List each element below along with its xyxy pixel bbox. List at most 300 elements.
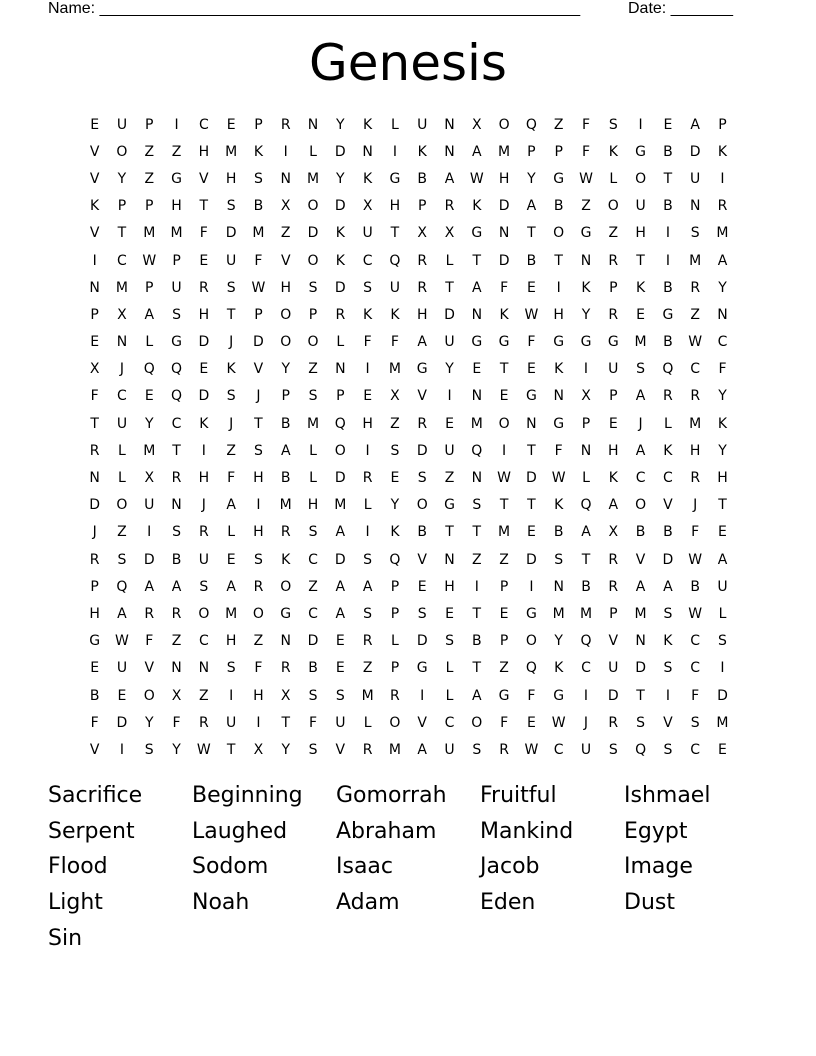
grid-letter[interactable]: T	[281, 714, 290, 731]
grid-letter[interactable]: C	[690, 660, 701, 677]
grid-letter[interactable]: G	[89, 633, 101, 650]
grid-letter[interactable]: M	[388, 361, 401, 378]
grid-letter[interactable]: A	[717, 252, 728, 269]
grid-letter[interactable]: P	[609, 388, 618, 405]
grid-letter[interactable]: S	[445, 633, 454, 650]
grid-letter[interactable]: Z	[226, 442, 236, 459]
grid-letter[interactable]: A	[444, 170, 455, 187]
grid-letter[interactable]: K	[390, 306, 400, 323]
grid-letter[interactable]: K	[663, 633, 673, 650]
grid-letter[interactable]: K	[717, 143, 728, 160]
grid-letter[interactable]: Q	[116, 578, 128, 595]
grid-letter[interactable]: B	[663, 143, 673, 160]
grid-letter[interactable]: D	[416, 442, 428, 459]
grid-letter[interactable]: I	[720, 170, 725, 187]
grid-letter[interactable]: Z	[280, 225, 291, 242]
grid-letter[interactable]: Y	[581, 306, 591, 323]
grid-letter[interactable]: E	[335, 633, 345, 650]
grid-letter[interactable]: Q	[580, 633, 592, 650]
grid-letter[interactable]: H	[198, 470, 210, 487]
grid-letter[interactable]: F	[691, 524, 700, 541]
grid-letter[interactable]: T	[172, 442, 181, 459]
grid-letter[interactable]: I	[392, 143, 397, 160]
grid-letter[interactable]: E	[472, 361, 482, 378]
grid-letter[interactable]: L	[309, 143, 317, 160]
grid-letter[interactable]: S	[663, 660, 673, 677]
grid-letter[interactable]: X	[444, 225, 455, 242]
grid-letter[interactable]: N	[444, 116, 455, 133]
grid-letter[interactable]: M	[552, 605, 565, 622]
grid-letter[interactable]: M	[143, 442, 156, 459]
grid-letter[interactable]: R	[417, 252, 428, 269]
grid-letter[interactable]: K	[363, 306, 373, 323]
grid-letter[interactable]: P	[172, 252, 181, 269]
grid-letter[interactable]: T	[472, 605, 482, 622]
grid-letter[interactable]: R	[280, 116, 291, 133]
grid-letter[interactable]: O	[252, 605, 264, 622]
grid-letter[interactable]: N	[553, 388, 564, 405]
grid-letter[interactable]: O	[607, 198, 619, 215]
grid-letter[interactable]: Z	[144, 143, 155, 160]
grid-letter[interactable]: U	[116, 415, 128, 432]
grid-letter[interactable]: I	[583, 687, 589, 704]
grid-letter[interactable]: I	[420, 687, 425, 704]
grid-letter[interactable]: R	[280, 524, 291, 541]
grid-letter[interactable]: I	[556, 279, 561, 296]
grid-letter[interactable]: D	[225, 225, 237, 242]
grid-letter[interactable]: H	[253, 524, 264, 541]
grid-letter[interactable]: W	[688, 334, 703, 351]
grid-letter[interactable]: R	[144, 605, 155, 622]
grid-letter[interactable]: R	[198, 524, 209, 541]
grid-letter[interactable]: G	[662, 306, 674, 323]
grid-letter[interactable]: B	[635, 524, 646, 541]
grid-letter[interactable]: X	[608, 524, 619, 541]
grid-letter[interactable]: E	[117, 687, 127, 704]
grid-letter[interactable]: L	[309, 442, 317, 459]
grid-letter[interactable]: S	[226, 660, 236, 677]
grid-letter[interactable]: U	[608, 660, 619, 677]
grid-letter[interactable]: O	[307, 334, 319, 351]
grid-letter[interactable]: D	[526, 470, 537, 487]
grid-letter[interactable]: K	[90, 198, 100, 215]
grid-letter[interactable]: L	[609, 170, 618, 187]
grid-letter[interactable]: R	[280, 660, 291, 677]
grid-letter[interactable]: S	[690, 225, 700, 242]
grid-letter[interactable]: U	[444, 741, 455, 758]
grid-letter[interactable]: Z	[499, 551, 509, 568]
grid-letter[interactable]: Z	[444, 470, 455, 487]
grid-letter[interactable]: Y	[718, 388, 727, 405]
grid-letter[interactable]: C	[662, 470, 673, 487]
grid-letter[interactable]: C	[308, 551, 318, 568]
grid-letter[interactable]: B	[417, 170, 428, 187]
grid-letter[interactable]: D	[334, 143, 346, 160]
grid-letter[interactable]: S	[308, 388, 318, 405]
grid-letter[interactable]: S	[472, 741, 482, 758]
grid-letter[interactable]: F	[581, 143, 591, 160]
grid-letter[interactable]: U	[608, 361, 619, 378]
grid-letter[interactable]: Y	[445, 361, 454, 378]
grid-letter[interactable]: U	[389, 279, 401, 296]
grid-letter[interactable]: I	[665, 225, 670, 242]
grid-letter[interactable]: E	[226, 551, 236, 568]
grid-letter[interactable]: K	[635, 279, 646, 296]
grid-letter[interactable]: G	[444, 497, 455, 514]
grid-letter[interactable]: N	[307, 116, 319, 133]
grid-letter[interactable]: D	[307, 225, 319, 242]
grid-letter[interactable]: P	[718, 116, 727, 133]
grid-letter[interactable]: R	[690, 388, 701, 405]
grid-letter[interactable]: M	[279, 497, 292, 514]
grid-letter[interactable]: W	[115, 633, 129, 650]
grid-letter[interactable]: L	[227, 524, 236, 541]
grid-letter[interactable]: F	[691, 687, 700, 704]
grid-letter[interactable]: V	[608, 633, 619, 650]
grid-letter[interactable]: J	[638, 415, 643, 432]
grid-letter[interactable]: B	[526, 252, 537, 269]
grid-letter[interactable]: U	[144, 497, 155, 514]
grid-letter[interactable]: B	[89, 687, 100, 704]
grid-letter[interactable]: D	[198, 388, 210, 405]
grid-letter[interactable]: T	[390, 225, 400, 242]
grid-letter[interactable]: O	[280, 306, 292, 323]
grid-letter[interactable]: P	[527, 143, 536, 160]
grid-letter[interactable]: C	[581, 660, 591, 677]
grid-letter[interactable]: D	[444, 306, 455, 323]
grid-letter[interactable]: H	[608, 442, 619, 459]
grid-letter[interactable]: Q	[580, 497, 592, 514]
grid-letter[interactable]: H	[416, 306, 428, 323]
grid-letter[interactable]: P	[145, 116, 154, 133]
grid-letter[interactable]: F	[308, 714, 318, 731]
grid-letter[interactable]: V	[253, 361, 264, 378]
grid-letter[interactable]: L	[582, 470, 590, 487]
grid-letter[interactable]: F	[172, 714, 181, 731]
grid-letter[interactable]: Y	[281, 361, 290, 378]
grid-letter[interactable]: P	[390, 605, 400, 622]
grid-letter[interactable]: Z	[690, 306, 700, 323]
grid-letter[interactable]: K	[253, 143, 264, 160]
grid-letter[interactable]: S	[363, 279, 373, 296]
grid-letter[interactable]: C	[171, 415, 182, 432]
grid-letter[interactable]: P	[554, 143, 563, 160]
grid-letter[interactable]: R	[198, 279, 209, 296]
grid-letter[interactable]: F	[254, 252, 263, 269]
grid-letter[interactable]: L	[145, 334, 154, 351]
grid-letter[interactable]: F	[227, 470, 236, 487]
grid-letter[interactable]: N	[471, 306, 483, 323]
grid-letter[interactable]: G	[607, 334, 619, 351]
grid-letter[interactable]: S	[253, 170, 263, 187]
grid-letter[interactable]: H	[717, 470, 728, 487]
grid-letter[interactable]: T	[527, 442, 536, 459]
grid-letter[interactable]: N	[89, 279, 100, 296]
grid-letter[interactable]: K	[363, 116, 373, 133]
grid-letter[interactable]: X	[390, 388, 400, 405]
grid-letter[interactable]: Z	[117, 524, 127, 541]
grid-letter[interactable]: E	[199, 361, 209, 378]
grid-letter[interactable]: A	[117, 605, 127, 622]
grid-letter[interactable]: L	[391, 633, 399, 650]
grid-letter[interactable]: I	[365, 442, 370, 459]
grid-letter[interactable]: P	[90, 306, 99, 323]
grid-letter[interactable]: W	[497, 470, 512, 487]
grid-letter[interactable]: E	[445, 415, 454, 432]
grid-letter[interactable]: M	[689, 252, 702, 269]
grid-letter[interactable]: F	[199, 225, 208, 242]
grid-letter[interactable]: P	[390, 578, 400, 595]
grid-letter[interactable]: W	[551, 470, 566, 487]
grid-letter[interactable]: T	[226, 306, 236, 323]
grid-letter[interactable]: E	[390, 470, 400, 487]
grid-letter[interactable]: S	[363, 605, 373, 622]
grid-letter[interactable]: W	[524, 306, 539, 323]
grid-letter[interactable]: N	[689, 198, 701, 215]
grid-letter[interactable]: N	[471, 470, 483, 487]
grid-letter[interactable]: M	[306, 415, 320, 432]
grid-letter[interactable]: S	[144, 741, 154, 758]
grid-letter[interactable]: K	[663, 442, 673, 459]
grid-letter[interactable]: B	[171, 551, 182, 568]
grid-letter[interactable]: U	[717, 578, 728, 595]
grid-letter[interactable]: G	[471, 225, 483, 242]
grid-letter[interactable]: I	[638, 116, 643, 133]
grid-letter[interactable]: B	[663, 334, 673, 351]
grid-letter[interactable]: S	[417, 605, 427, 622]
grid-letter[interactable]: N	[171, 660, 182, 677]
grid-letter[interactable]: Z	[499, 660, 509, 677]
grid-letter[interactable]: X	[144, 470, 155, 487]
grid-letter[interactable]: S	[417, 470, 427, 487]
grid-letter[interactable]: M	[498, 524, 511, 541]
grid-letter[interactable]: E	[417, 578, 427, 595]
grid-letter[interactable]: A	[472, 687, 482, 704]
grid-letter[interactable]: T	[445, 524, 454, 541]
grid-letter[interactable]: S	[308, 687, 318, 704]
grid-letter[interactable]: U	[444, 442, 455, 459]
grid-letter[interactable]: A	[472, 279, 482, 296]
grid-letter[interactable]: E	[718, 741, 727, 758]
grid-letter[interactable]: X	[280, 687, 291, 704]
grid-letter[interactable]: Z	[253, 633, 264, 650]
grid-letter[interactable]: W	[251, 279, 266, 296]
grid-letter[interactable]: C	[553, 741, 564, 758]
grid-letter[interactable]: J	[693, 497, 698, 514]
grid-letter[interactable]: K	[554, 497, 564, 514]
grid-letter[interactable]: K	[554, 660, 564, 677]
grid-letter[interactable]: L	[445, 660, 454, 677]
grid-letter[interactable]: S	[226, 388, 236, 405]
grid-letter[interactable]: H	[253, 687, 264, 704]
grid-letter[interactable]: D	[334, 551, 346, 568]
grid-letter[interactable]: F	[554, 442, 563, 459]
grid-letter[interactable]: L	[336, 334, 345, 351]
grid-letter[interactable]: Y	[554, 633, 563, 650]
grid-letter[interactable]: T	[90, 415, 99, 432]
grid-letter[interactable]: G	[635, 143, 647, 160]
grid-letter[interactable]: T	[636, 252, 645, 269]
grid-letter[interactable]: P	[145, 198, 154, 215]
grid-letter[interactable]: C	[690, 361, 701, 378]
grid-letter[interactable]: N	[198, 660, 210, 677]
grid-letter[interactable]: R	[171, 470, 182, 487]
grid-letter[interactable]: E	[144, 388, 154, 405]
grid-letter[interactable]: A	[335, 578, 346, 595]
grid-letter[interactable]: Q	[662, 361, 674, 378]
grid-letter[interactable]: A	[690, 116, 700, 133]
grid-letter[interactable]: D	[526, 551, 537, 568]
grid-letter[interactable]: I	[147, 524, 152, 541]
grid-letter[interactable]: K	[390, 524, 400, 541]
grid-letter[interactable]: O	[635, 497, 647, 514]
grid-letter[interactable]: K	[363, 170, 373, 187]
grid-letter[interactable]: Q	[471, 442, 483, 459]
grid-letter[interactable]: N	[580, 252, 592, 269]
grid-letter[interactable]: T	[226, 741, 236, 758]
grid-letter[interactable]: N	[444, 551, 455, 568]
grid-letter[interactable]: O	[280, 578, 292, 595]
grid-letter[interactable]: A	[608, 497, 619, 514]
grid-letter[interactable]: Z	[553, 116, 564, 133]
grid-letter[interactable]: B	[690, 578, 700, 595]
grid-letter[interactable]: V	[89, 143, 100, 160]
grid-letter[interactable]: O	[416, 497, 428, 514]
grid-letter[interactable]: A	[581, 524, 591, 541]
grid-letter[interactable]: H	[198, 143, 210, 160]
grid-letter[interactable]: D	[253, 334, 264, 351]
grid-letter[interactable]: A	[144, 306, 155, 323]
grid-letter[interactable]: C	[117, 252, 127, 269]
grid-letter[interactable]: N	[116, 334, 128, 351]
grid-letter[interactable]: V	[89, 225, 100, 242]
grid-letter[interactable]: F	[90, 714, 99, 731]
grid-letter[interactable]: H	[89, 605, 100, 622]
grid-letter[interactable]: H	[553, 306, 564, 323]
grid-letter[interactable]: N	[280, 633, 291, 650]
grid-letter[interactable]: S	[226, 198, 236, 215]
grid-letter[interactable]: H	[225, 633, 237, 650]
grid-letter[interactable]: A	[663, 578, 673, 595]
grid-letter[interactable]: L	[118, 470, 126, 487]
grid-letter[interactable]: I	[201, 442, 206, 459]
grid-letter[interactable]: A	[335, 524, 346, 541]
grid-letter[interactable]: O	[280, 334, 292, 351]
grid-letter[interactable]: L	[718, 605, 727, 622]
grid-letter[interactable]: D	[307, 633, 319, 650]
grid-letter[interactable]: E	[90, 660, 100, 677]
grid-letter[interactable]: U	[116, 116, 128, 133]
grid-letter[interactable]: Y	[336, 116, 345, 133]
grid-letter[interactable]: N	[362, 143, 373, 160]
grid-letter[interactable]: Y	[172, 741, 181, 758]
grid-letter[interactable]: D	[143, 551, 155, 568]
grid-letter[interactable]: L	[445, 252, 454, 269]
grid-letter[interactable]: L	[391, 116, 399, 133]
grid-letter[interactable]: U	[226, 252, 237, 269]
grid-letter[interactable]: T	[663, 170, 673, 187]
grid-letter[interactable]: G	[498, 687, 510, 704]
grid-letter[interactable]: D	[498, 198, 510, 215]
grid-letter[interactable]: C	[117, 388, 127, 405]
grid-letter[interactable]: M	[388, 741, 401, 758]
grid-letter[interactable]: N	[553, 578, 564, 595]
grid-letter[interactable]: D	[498, 252, 510, 269]
grid-letter[interactable]: H	[689, 442, 701, 459]
grid-letter[interactable]: R	[444, 198, 455, 215]
grid-letter[interactable]: M	[470, 415, 483, 432]
grid-letter[interactable]: E	[445, 605, 454, 622]
grid-letter[interactable]: B	[553, 198, 564, 215]
grid-letter[interactable]: P	[281, 388, 290, 405]
grid-letter[interactable]: M	[115, 279, 128, 296]
grid-letter[interactable]: S	[117, 551, 127, 568]
grid-letter[interactable]: F	[500, 714, 509, 731]
grid-letter[interactable]: I	[583, 361, 589, 378]
grid-letter[interactable]: E	[526, 279, 536, 296]
grid-letter[interactable]: Y	[336, 170, 345, 187]
grid-letter[interactable]: T	[117, 225, 127, 242]
grid-letter[interactable]: Q	[143, 361, 155, 378]
grid-letter[interactable]: I	[447, 388, 452, 405]
grid-letter[interactable]: K	[554, 361, 564, 378]
grid-letter[interactable]: A	[280, 442, 291, 459]
grid-letter[interactable]: A	[635, 442, 646, 459]
grid-letter[interactable]: G	[498, 334, 510, 351]
grid-letter[interactable]: E	[90, 334, 100, 351]
grid-letter[interactable]: L	[663, 415, 672, 432]
grid-letter[interactable]: U	[335, 714, 346, 731]
grid-letter[interactable]: Y	[390, 497, 400, 514]
grid-letter[interactable]: U	[171, 279, 182, 296]
grid-letter[interactable]: J	[92, 524, 97, 541]
grid-letter[interactable]: Q	[635, 741, 647, 758]
grid-letter[interactable]: S	[636, 714, 646, 731]
grid-letter[interactable]: A	[417, 334, 427, 351]
grid-letter[interactable]: C	[717, 334, 728, 351]
grid-letter[interactable]: F	[581, 116, 591, 133]
grid-letter[interactable]: R	[89, 442, 100, 459]
grid-letter[interactable]: W	[469, 170, 484, 187]
grid-letter[interactable]: D	[89, 497, 101, 514]
grid-letter[interactable]: O	[307, 252, 319, 269]
grid-letter[interactable]: E	[608, 415, 618, 432]
grid-letter[interactable]: G	[280, 605, 292, 622]
grid-letter[interactable]: O	[334, 442, 346, 459]
grid-letter[interactable]: N	[635, 633, 646, 650]
grid-letter[interactable]: X	[280, 198, 291, 215]
grid-letter[interactable]: I	[92, 252, 97, 269]
grid-letter[interactable]: Y	[718, 279, 727, 296]
grid-letter[interactable]: S	[554, 551, 564, 568]
grid-letter[interactable]: I	[229, 687, 234, 704]
grid-letter[interactable]: I	[529, 578, 534, 595]
grid-letter[interactable]: T	[499, 361, 509, 378]
grid-letter[interactable]: N	[471, 388, 483, 405]
grid-letter[interactable]: O	[635, 170, 647, 187]
grid-letter[interactable]: Z	[390, 415, 400, 432]
grid-letter[interactable]: S	[472, 497, 482, 514]
grid-letter[interactable]: F	[390, 334, 399, 351]
grid-letter[interactable]: G	[525, 388, 537, 405]
grid-letter[interactable]: O	[498, 415, 510, 432]
grid-letter[interactable]: A	[226, 578, 236, 595]
grid-letter[interactable]: C	[198, 633, 209, 650]
grid-letter[interactable]: I	[119, 741, 125, 758]
grid-letter[interactable]: R	[663, 388, 673, 405]
grid-letter[interactable]: K	[335, 225, 345, 242]
grid-letter[interactable]: B	[280, 470, 291, 487]
